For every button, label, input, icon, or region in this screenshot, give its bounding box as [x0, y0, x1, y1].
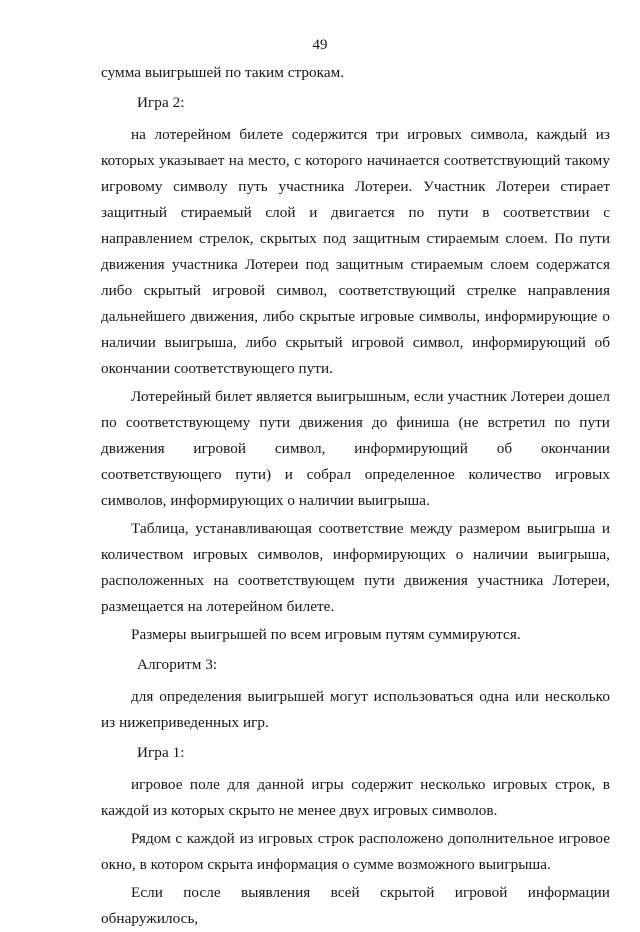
algorithm-3-description: для определения выигрышей могут использоваться одна или несколько из нижеприведенных игр. [101, 688, 610, 731]
winning-ticket-rule: Лотерейный билет является выигрышным, если участник Лотереи дошел по соответствующему пути движения до финиша (не встретил по пути движения игровой символ, информирующий об окончании соответствующего пути) и собрал определенное количество игровых символов, информирующих о наличии выигрыша. [101, 388, 610, 509]
page-number: 49 [312, 37, 328, 53]
game-2-description: на лотерейном билете содержится три игровых символа, каждый из которых указывает на место, с которого начинается соответствующий такому игровому символу путь участника Лотереи. Участник Лотереи стирает защитный стираемый слой и двигается по пути в соответствии с направлением стрелок, скрытых под защитным стираемым слоем. По пути движения участника Лотереи под защитным стираемым слоем содержатся либо скрытый игровой символ, соответствующий стрелке направления дальнейшего движения, либо скрытые игровые символы, информирующие о наличии выигрыша, либо скрытый игровой символ, информирующий об окончании соответствующего пути. [101, 126, 610, 377]
game-1-description: игровое поле для данной игры содержит несколько игровых строк, в каждой из которых скрыто не менее двух игровых символов. [101, 776, 610, 819]
game-1-heading: Игра 1: [137, 744, 185, 761]
body-text [101, 60, 610, 932]
paragraph-start: Если после выявления всей скрытой игровой информации обнаружилось, [101, 884, 610, 927]
extra-window-rule: Рядом с каждой из игровых строк расположено дополнительное игровое окно, в котором скрыта информация о сумме возможного выигрыша. [101, 830, 610, 873]
prize-table-rule: Таблица, устанавливающая соответствие между размером выигрыша и количеством игровых символов, информирующих о наличии выигрыша, расположенных на соответствующем пути движения участника Лотереи, размещается на лотерейном билете. [101, 520, 610, 615]
algorithm-3-heading: Алгоритм 3: [137, 656, 218, 673]
prize-summation-rule: Размеры выигрышей по всем игровым путям суммируются. [131, 626, 521, 643]
paragraph-continuation: сумма выигрышей по таким строкам. [101, 64, 345, 81]
game-2-heading: Игра 2: [137, 94, 185, 111]
